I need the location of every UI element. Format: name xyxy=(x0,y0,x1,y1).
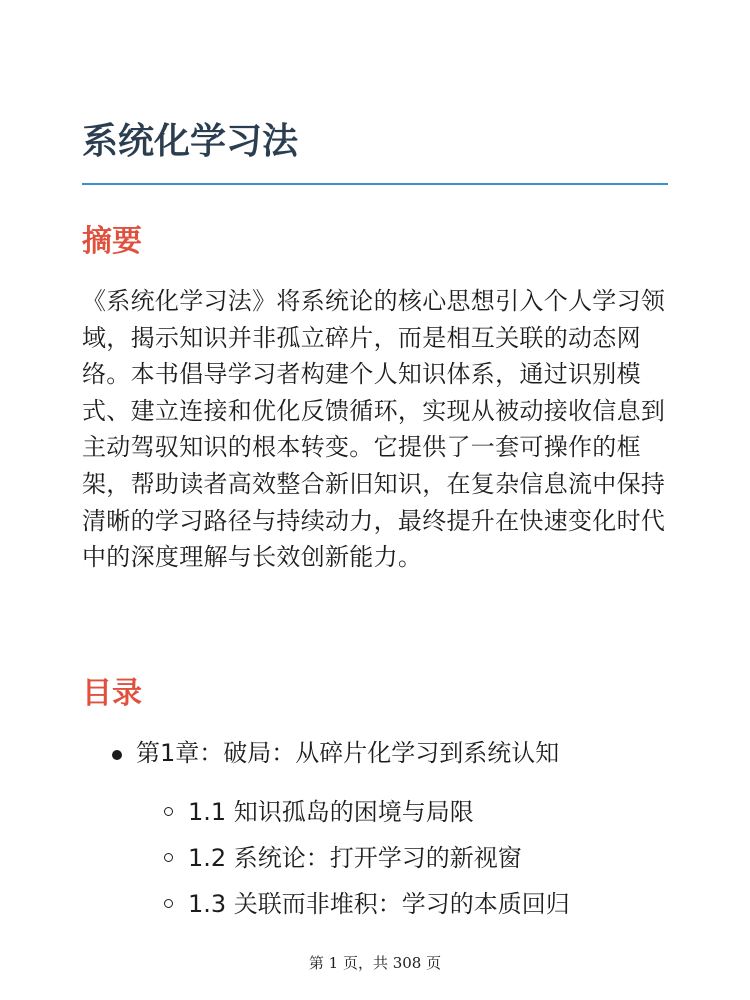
toc-item: 1.3 关联而非堆积：学习的本质回归 xyxy=(188,890,570,918)
title-divider xyxy=(82,183,668,185)
bullet-disc-icon xyxy=(112,750,122,760)
toc-item: 1.2 系统论：打开学习的新视窗 xyxy=(188,844,522,872)
bullet-circle-icon xyxy=(164,807,173,816)
bullet-circle-icon xyxy=(164,899,173,908)
page-footer: 第 1 页，共 308 页 xyxy=(308,954,442,972)
bullet-circle-icon xyxy=(164,853,173,862)
toc-chapter-1: 第1章：破局：从碎片化学习到系统认知 xyxy=(136,739,560,767)
abstract-heading: 摘要 xyxy=(82,224,142,259)
toc-item: 1.1 知识孤岛的困境与局限 xyxy=(188,798,474,826)
abstract-text: 《系统化学习法》将系统论的核心思想引入个人学习领域，揭示知识并非孤立碎片，而是相互关联的动态网络。本书倡导学习者构建个人知识体系，通过识别模式、建立连接和优化反馈循环，实现从被动接收信息到主动驾驭知识的根本转变。它提供了一套可操作的框架，帮助读者高效整合新旧知识，在复杂信息流中保持清晰的学习路径与持续动力，最终提升在快速变化时代中的深度理解与长效创新能力。 xyxy=(82,287,666,572)
document-title: 系统化学习法 xyxy=(82,121,299,162)
toc-heading: 目录 xyxy=(82,676,142,711)
